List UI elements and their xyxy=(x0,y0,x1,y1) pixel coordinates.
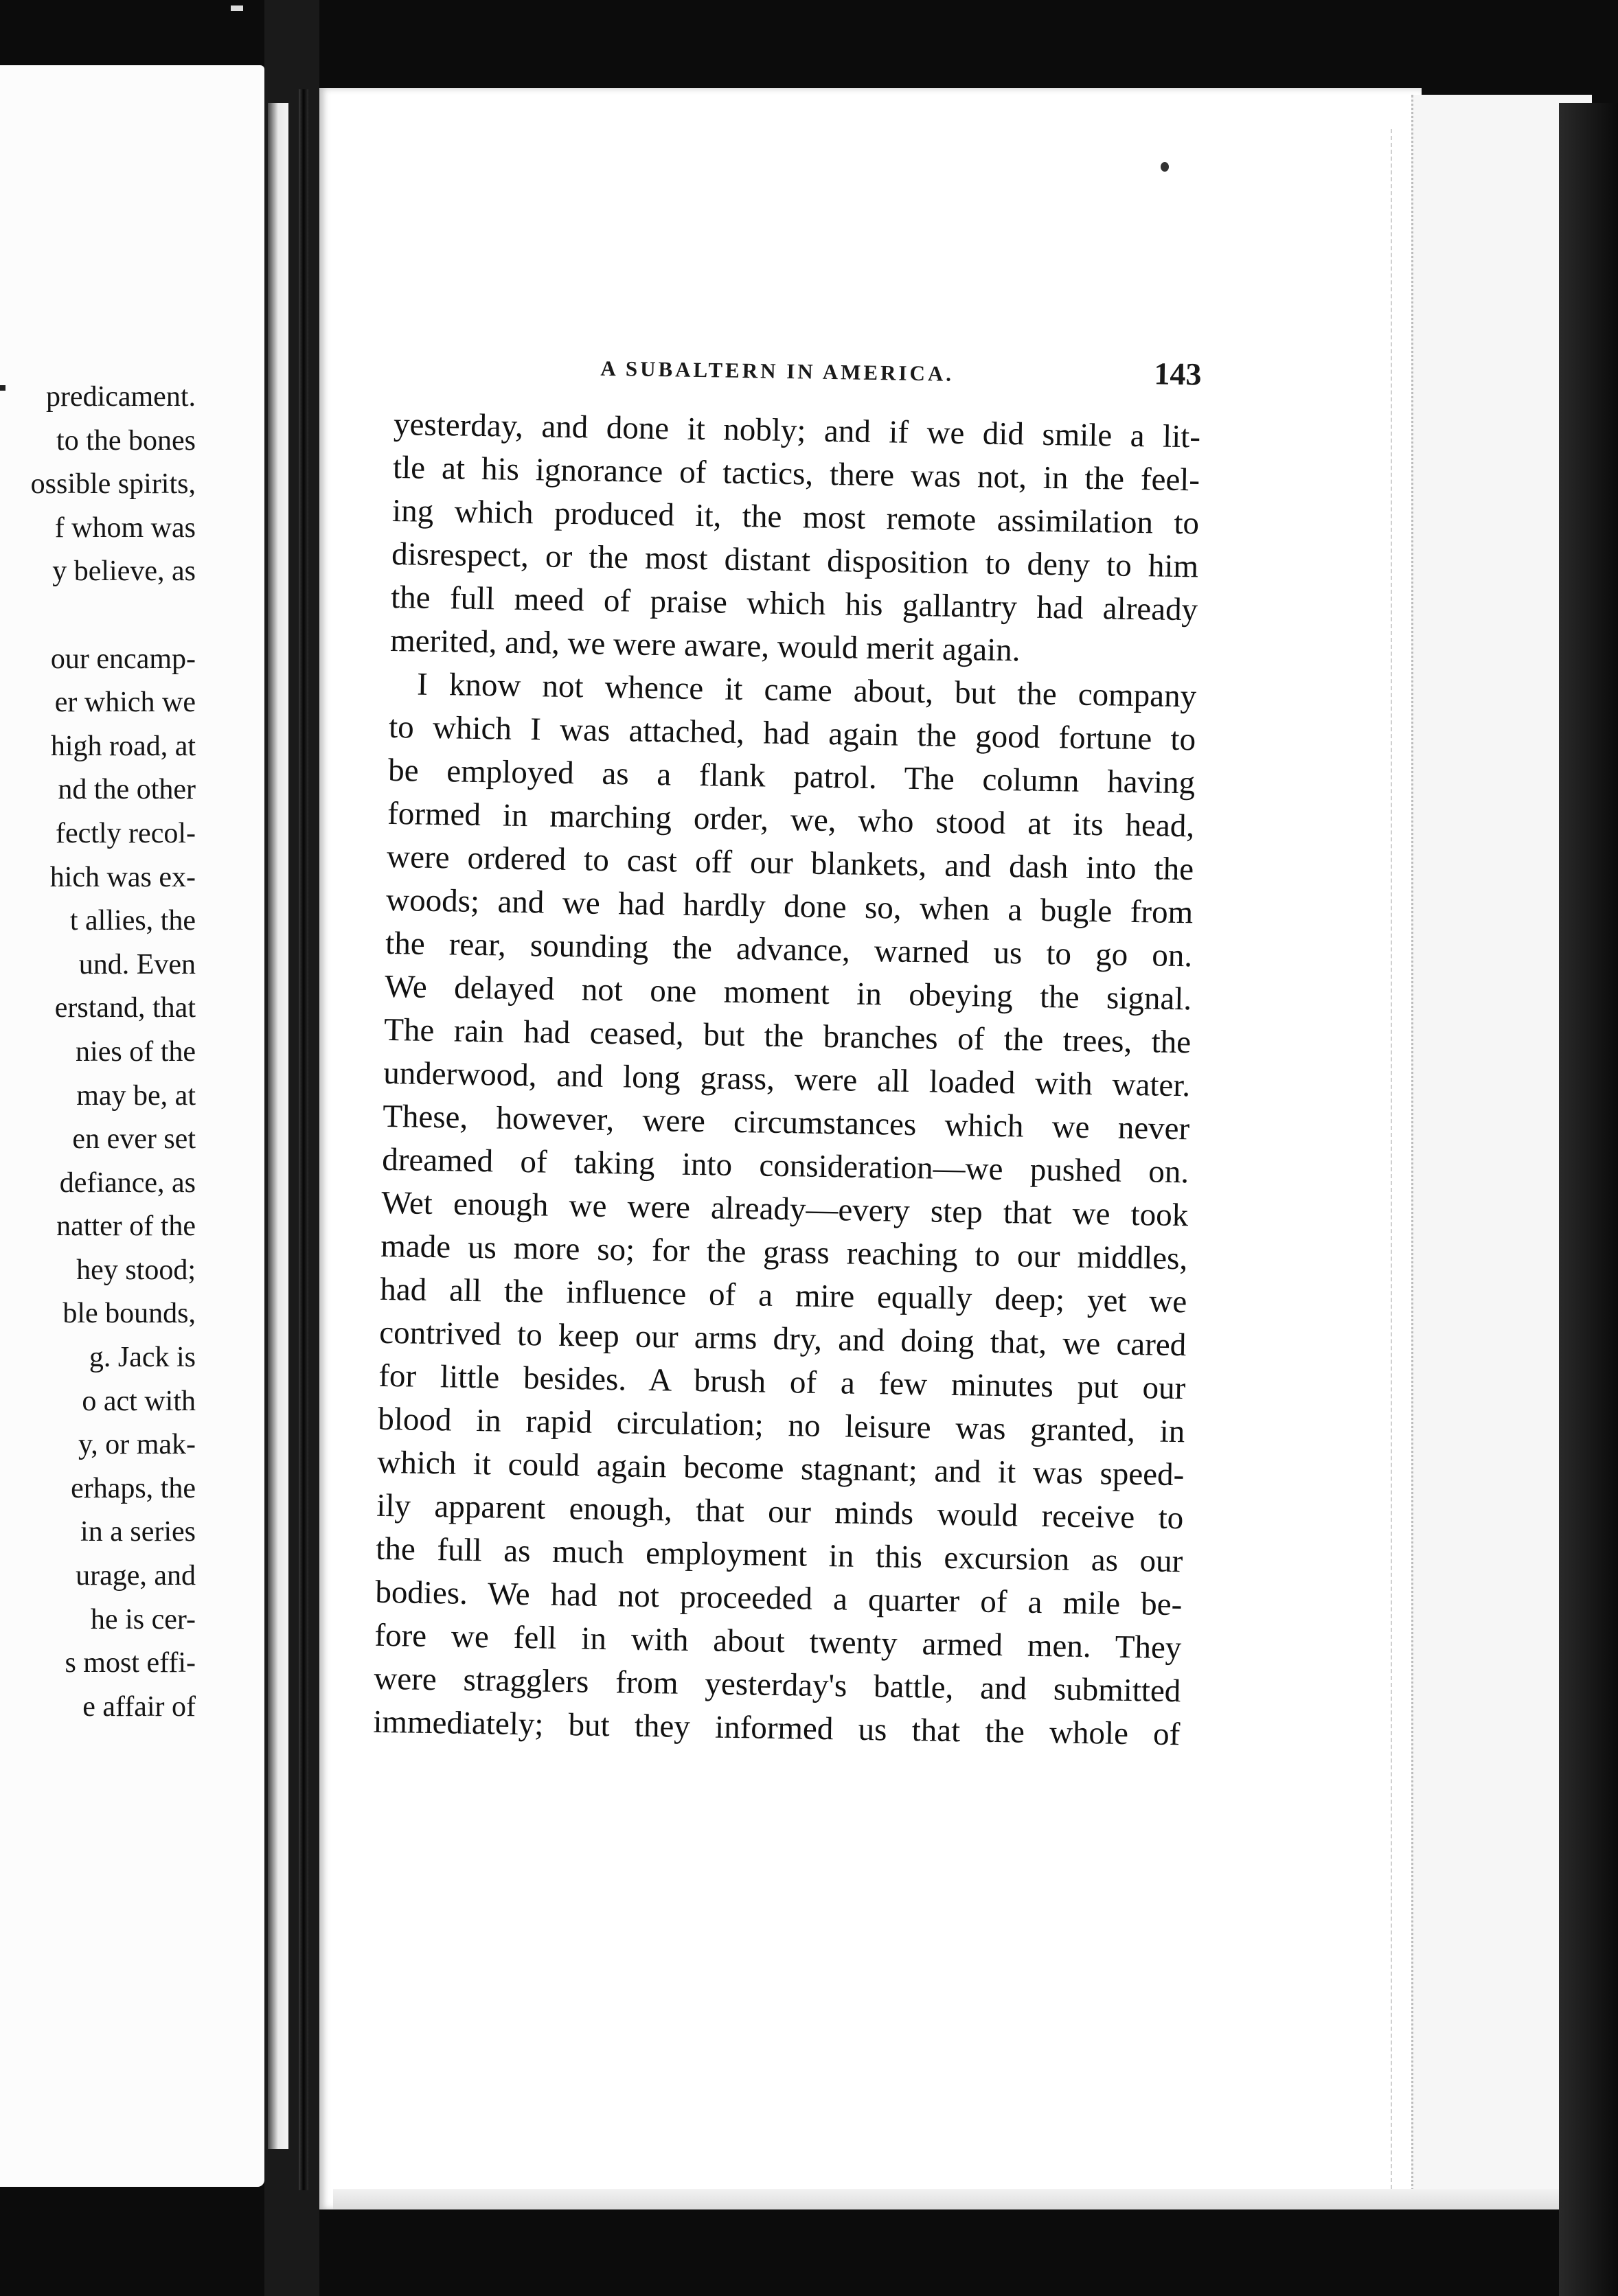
left-page-line: to the bones xyxy=(56,424,196,457)
left-page-line: g. Jack is xyxy=(89,1342,196,1374)
left-page-text xyxy=(0,376,196,1729)
gutter-highlight xyxy=(268,103,288,2149)
text-line: blood in rapid circulation; no leisure was granted, in xyxy=(377,1401,1185,1450)
text-line: ily apparent enough, that our minds would receive to xyxy=(376,1487,1184,1537)
text-line: merited, and, we were aware, would merit again. xyxy=(389,622,1021,669)
text-line: The rain had ceased, but the branches of the trees, the xyxy=(383,1011,1192,1061)
left-page-line: defiance, as xyxy=(59,1167,196,1199)
left-page-line: y believe, as xyxy=(52,555,196,588)
left-page-line: s most effi- xyxy=(65,1647,196,1679)
page-text-block xyxy=(373,343,1202,1756)
left-page-line: e affair of xyxy=(82,1690,196,1723)
left-page-line: erstand, that xyxy=(54,992,196,1024)
text-line: ing which produced it, the most remote assimilation to xyxy=(391,492,1200,542)
text-line: dreamed of taking into consideration—we pushed on. xyxy=(381,1141,1189,1191)
left-page-line: he is cer- xyxy=(90,1603,196,1635)
text-line: yesterday, and done it nobly; and if we did smile a lit- xyxy=(393,406,1201,455)
text-line: We delayed not one moment in obeying the signal. xyxy=(384,968,1192,1018)
book-gutter xyxy=(264,0,319,2296)
text-line: bodies. We had not proceeded a quarter of a mile be- xyxy=(375,1574,1183,1623)
book-cover-edge xyxy=(1559,103,1618,2296)
text-line: tle at his ignorance of tactics, there was not, in the feel- xyxy=(392,449,1200,498)
text-line: be employed as a flank patrol. The column having xyxy=(387,752,1196,801)
body-text xyxy=(373,403,1201,1756)
left-page-line: er which we xyxy=(54,687,196,719)
left-page-line: natter of the xyxy=(56,1210,196,1243)
text-line: the full as much employment in this excursion as our xyxy=(376,1530,1183,1580)
text-line: These, however, were circumstances which we never xyxy=(382,1098,1190,1147)
left-page-line: hey stood; xyxy=(76,1254,196,1286)
left-page-line: high road, at xyxy=(50,730,196,762)
text-line: were stragglers from yesterday's battle, and submitted xyxy=(374,1660,1181,1710)
text-line: underwood, and long grass, were all loaded with water. xyxy=(383,1055,1191,1104)
deckle-edge-inner xyxy=(1391,129,1394,2189)
running-head-title: A SUBALTERN IN AMERICA. xyxy=(600,356,955,386)
text-line: Wet enough we were already—every step that we took xyxy=(380,1184,1189,1234)
text-line: had all the influence of a mire equally deep; yet we xyxy=(379,1271,1187,1320)
left-page-line: urage, and xyxy=(76,1560,196,1592)
text-line: immediately; but they informed us that the whole of xyxy=(373,1703,1181,1753)
left-page-line: in a series xyxy=(80,1516,196,1548)
left-page-line: y, or mak- xyxy=(78,1429,196,1461)
left-page-line: may be, at xyxy=(76,1079,196,1112)
text-line: for little besides. A brush of a few minutes put our xyxy=(378,1357,1186,1407)
left-page-line: und. Even xyxy=(78,948,196,980)
text-line: the full meed of praise which his gallantry had already xyxy=(390,579,1198,628)
ink-dot xyxy=(1161,162,1169,172)
text-line: which it could again become stagnant; and it was speed- xyxy=(376,1444,1185,1493)
left-page-line: our encamp- xyxy=(50,643,196,675)
left-page-line: en ever set xyxy=(72,1123,196,1156)
left-page-line: hich was ex- xyxy=(49,861,196,893)
text-line: contrived to keep our arms dry, and doing that, we cared xyxy=(378,1314,1187,1364)
text-line: were ordered to cast off our blankets, and dash into the xyxy=(386,838,1194,888)
scan-speck xyxy=(231,5,243,11)
page-number: 143 xyxy=(1154,356,1202,392)
text-line: disrespect, or the most distant disposition to deny to him xyxy=(391,536,1199,585)
left-page-line: nies of the xyxy=(76,1035,196,1068)
text-line: to which I was attached, had again the good fortune to xyxy=(388,709,1196,758)
left-page-line: predicament. xyxy=(45,381,196,413)
left-facing-page xyxy=(0,65,264,2187)
left-page-line: fectly recol- xyxy=(55,817,196,849)
left-page-line: o act with xyxy=(82,1385,196,1417)
text-line: the rear, sounding the advance, warned us to go on. xyxy=(385,925,1193,974)
text-line: woods; and we had hardly done so, when a bugle from xyxy=(385,882,1194,931)
page-bottom-edge xyxy=(333,2189,1604,2209)
text-line: made us more so; for the grass reaching to our middles, xyxy=(380,1228,1188,1277)
left-page-line: f whom was xyxy=(54,512,196,544)
text-line: formed in marching order, we, who stood at its head, xyxy=(387,795,1195,845)
left-page-line: t allies, the xyxy=(69,905,196,937)
left-page-line: ble bounds, xyxy=(62,1298,196,1330)
left-page-line: ossible spirits, xyxy=(30,468,196,501)
binding-line xyxy=(299,89,308,2190)
text-line: fore we fell in with about twenty armed men. They xyxy=(374,1617,1182,1666)
left-page-line xyxy=(0,594,196,638)
left-page-line: nd the other xyxy=(58,774,196,806)
text-line: I know not whence it came about, but the company xyxy=(416,666,1197,715)
left-page-line: erhaps, the xyxy=(71,1472,196,1504)
